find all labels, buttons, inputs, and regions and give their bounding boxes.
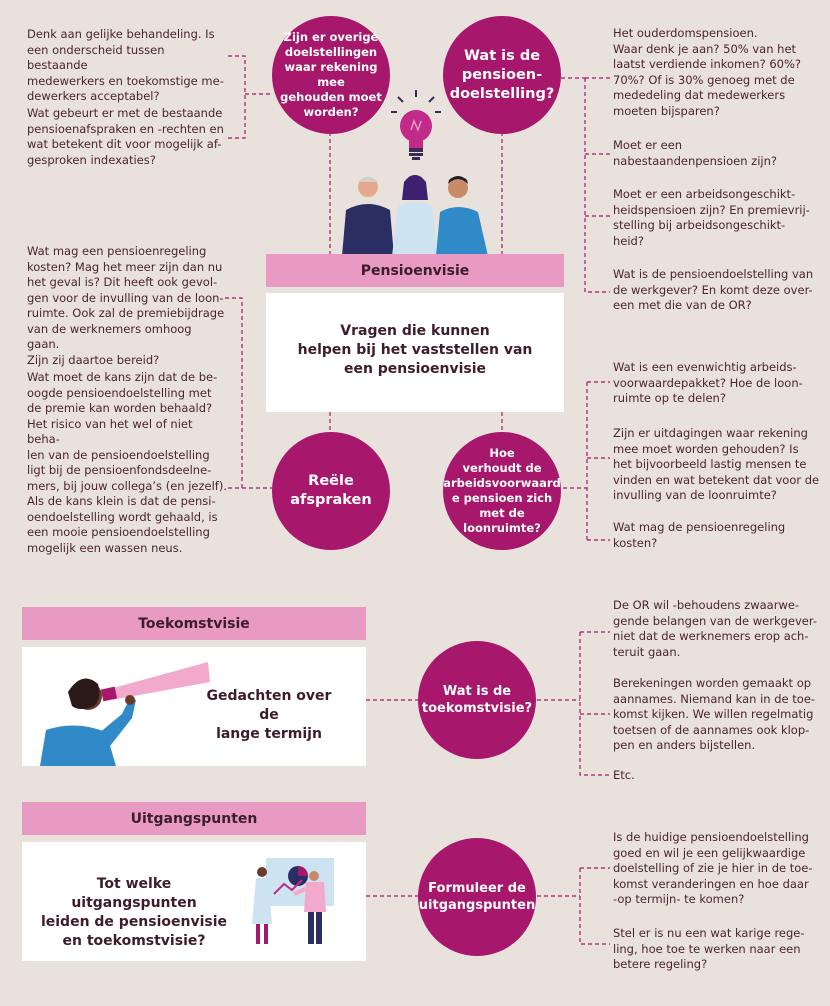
text-doelstelling-werkgever: Wat is de pensioendoelstelling van de werkgever? En komt deze over- een met die van de OR? xyxy=(613,267,814,312)
text-etc: Etc. xyxy=(613,768,635,782)
text-bestaande-afspraken: Wat gebeurt er met de bestaande pensioenafspraken en -rechten en wat betekent dit voor mogelijk af- gesproken indexaties? xyxy=(27,106,224,167)
uitgangspunten-banner: Uitgangspunten xyxy=(22,802,366,835)
text-kans-doelstelling: Wat moet de kans zijn dat de be- oogde pensioendoelstelling met de premie kan worden behaald? Het risico van het wel of niet beha- len van de pensioendoelstelling ligt bij de pensioenfondsdeelne- mers, bij jouw collega’s (en jezelf). Als de kans klein is dat de pensi- oendoelstelling wordt gehaald, is een mooie pensioendoelstelling mogelijk een wassen neus. xyxy=(27,370,227,555)
toekomstvisie-body: Gedachten over de lange termijn xyxy=(206,688,332,742)
uitgangspunten-body: Tot welke uitgangspunten leiden de pensioenvisie en toekomstvisie? xyxy=(40,876,228,949)
text-nabestaandenpensioen: Moet er een nabestaandenpensioen zijn? xyxy=(613,138,777,168)
circle-reele-afspraken: Reële afspraken xyxy=(272,432,390,550)
text-kosten-regeling: Wat mag een pensioenregeling kosten? Mag het meer zijn dan nu het geval is? Dit heeft ook gevol- gen voor de invulling van de loon- ruimte. Ook zal de premiebijdrage van de werknemers omhoog gaan. Zijn zij daartoe bereid? xyxy=(27,244,225,367)
lightbulb-icon xyxy=(388,88,444,164)
text-huidige-doelstelling: Is de huidige pensioendoelstelling goed en wil je een gelijkwaardige doelstelling of zie je hier in de toe- komst veranderingen en hoe daar -op termijn- te komen? xyxy=(613,830,813,906)
presentation-illustration xyxy=(236,854,346,950)
circle-pensioendoelstelling: Wat is de pensioen- doelstelling? xyxy=(443,16,561,134)
pensioenvisie-body: Vragen die kunnen helpen bij het vaststellen van een pensioenvisie xyxy=(297,323,533,377)
text-arbeidsongeschiktheid: Moet er een arbeidsongeschikt- heidspensioen zijn? En premievrij- stelling bij arbeidsongeschikt- heid? xyxy=(613,187,810,248)
pensioenvisie-banner: Pensioenvisie xyxy=(266,254,564,287)
circle-verhoudt-loonruimte: Hoe verhoudt de arbeidsvoorwaard e pensioen zich met de loonruimte? xyxy=(443,432,561,550)
toekomstvisie-banner: Toekomstvisie xyxy=(22,607,366,640)
text-or-behoudens: De OR wil -behoudens zwaarwe- gende belangen van de werkgever- niet dat de werknemers erop ach- teruit gaan. xyxy=(613,598,818,659)
text-evenwichtig-pakket: Wat is een evenwichtig arbeids- voorwaardepakket? Hoe de loon- ruimte op te delen? xyxy=(613,360,803,405)
text-kosten-pensioenregeling: Wat mag de pensioenregeling kosten? xyxy=(613,520,786,550)
circle-formuleer-uitgangspunten: Formuleer de uitgangspunten xyxy=(418,838,536,956)
text-gelijke-behandeling: Denk aan gelijke behandeling. Is een onderscheid tussen bestaande medewerkers en toekomstige me- dewerkers acceptabel? xyxy=(27,27,224,103)
circle-toekomstvisie: Wat is de toekomstvisie? xyxy=(418,641,536,759)
person-telescope-illustration xyxy=(36,654,212,766)
three-people-illustration xyxy=(338,170,498,256)
text-berekeningen: Berekeningen worden gemaakt op aannames. Niemand kan in de toe- komst kijken. We willen regelmatig toetsen of de aannames ook klop- pen en anders bijstellen. xyxy=(613,676,816,752)
text-karige-regeling: Stel er is nu een wat karige rege- ling, hoe toe te werken naar een betere regeling? xyxy=(613,926,805,971)
circle-overige-doelstellingen: Zijn er overige doelstellingen waar rekening mee gehouden moet worden? xyxy=(272,16,390,134)
text-ouderdomspensioen: Het ouderdomspensioen. Waar denk je aan? 50% van het laatst verdiende inkomen? 60%? 70%? Of is 30% genoeg met de mededeling dat medewerkers moeten bijsparen? xyxy=(613,26,802,118)
text-uitdagingen: Zijn er uitdagingen waar rekening mee moet worden gehouden? Is het bijvoorbeeld lastig mensen te vinden en wat betekent dat voor de invulling van de loonruimte? xyxy=(613,426,820,502)
